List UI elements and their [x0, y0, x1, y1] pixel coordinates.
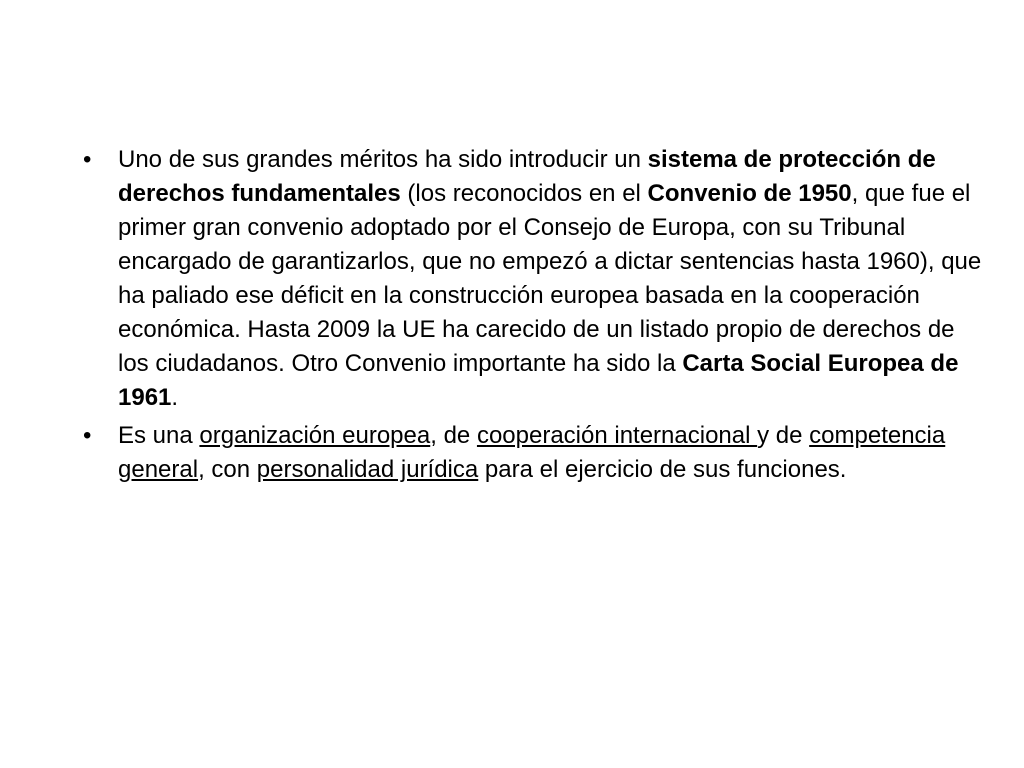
underlined-term-personalidad-juridica: personalidad jurídica [256, 456, 479, 483]
underlined-term-organizacion-europea: organización europea [199, 422, 431, 449]
text-segment: . [171, 384, 179, 411]
text-segment: Uno de sus grandes méritos ha sido introducir un [118, 146, 648, 173]
bullet-text-2 [118, 422, 945, 483]
text-segment: , que fue el primer gran convenio adoptado por el Consejo de Europa, con su Tribunal encargado de garantizarlos, que no empezó a dictar sentencias hasta 1960), que ha paliado ese déficit en la construcción europea basada en la cooperación económica. Hasta 2009 la UE ha carecido de un listado propio de derechos de los ciudadanos. Otro Convenio importante ha sido la [118, 180, 982, 377]
text-segment: (los reconocidos en el [400, 180, 648, 207]
bullet-dot-icon: • [83, 422, 92, 449]
text-segment: para el ejercicio de sus funciones. [478, 456, 847, 483]
text-segment: y de [757, 422, 810, 449]
bullet-dot-icon: • [83, 146, 92, 173]
bullet-list [80, 143, 985, 491]
bullet-text-1 [118, 146, 981, 411]
bold-term-carta-social-europea: Carta Social Europea de 1961 [118, 350, 959, 411]
bold-term-convenio-1950: Convenio de 1950 [647, 180, 852, 207]
bullet-item-1 [80, 143, 985, 415]
text-segment: , con [198, 456, 257, 483]
underlined-term-cooperacion-internacional: cooperación internacional [476, 422, 758, 449]
text-segment: Es una [118, 422, 200, 449]
bold-term-sistema-de-proteccion: sistema de protección de derechos fundamentales [118, 146, 936, 207]
underlined-term-competencia-general: competencia general [118, 422, 946, 483]
text-segment: , de [430, 422, 477, 449]
bullet-item-2 [80, 419, 985, 487]
